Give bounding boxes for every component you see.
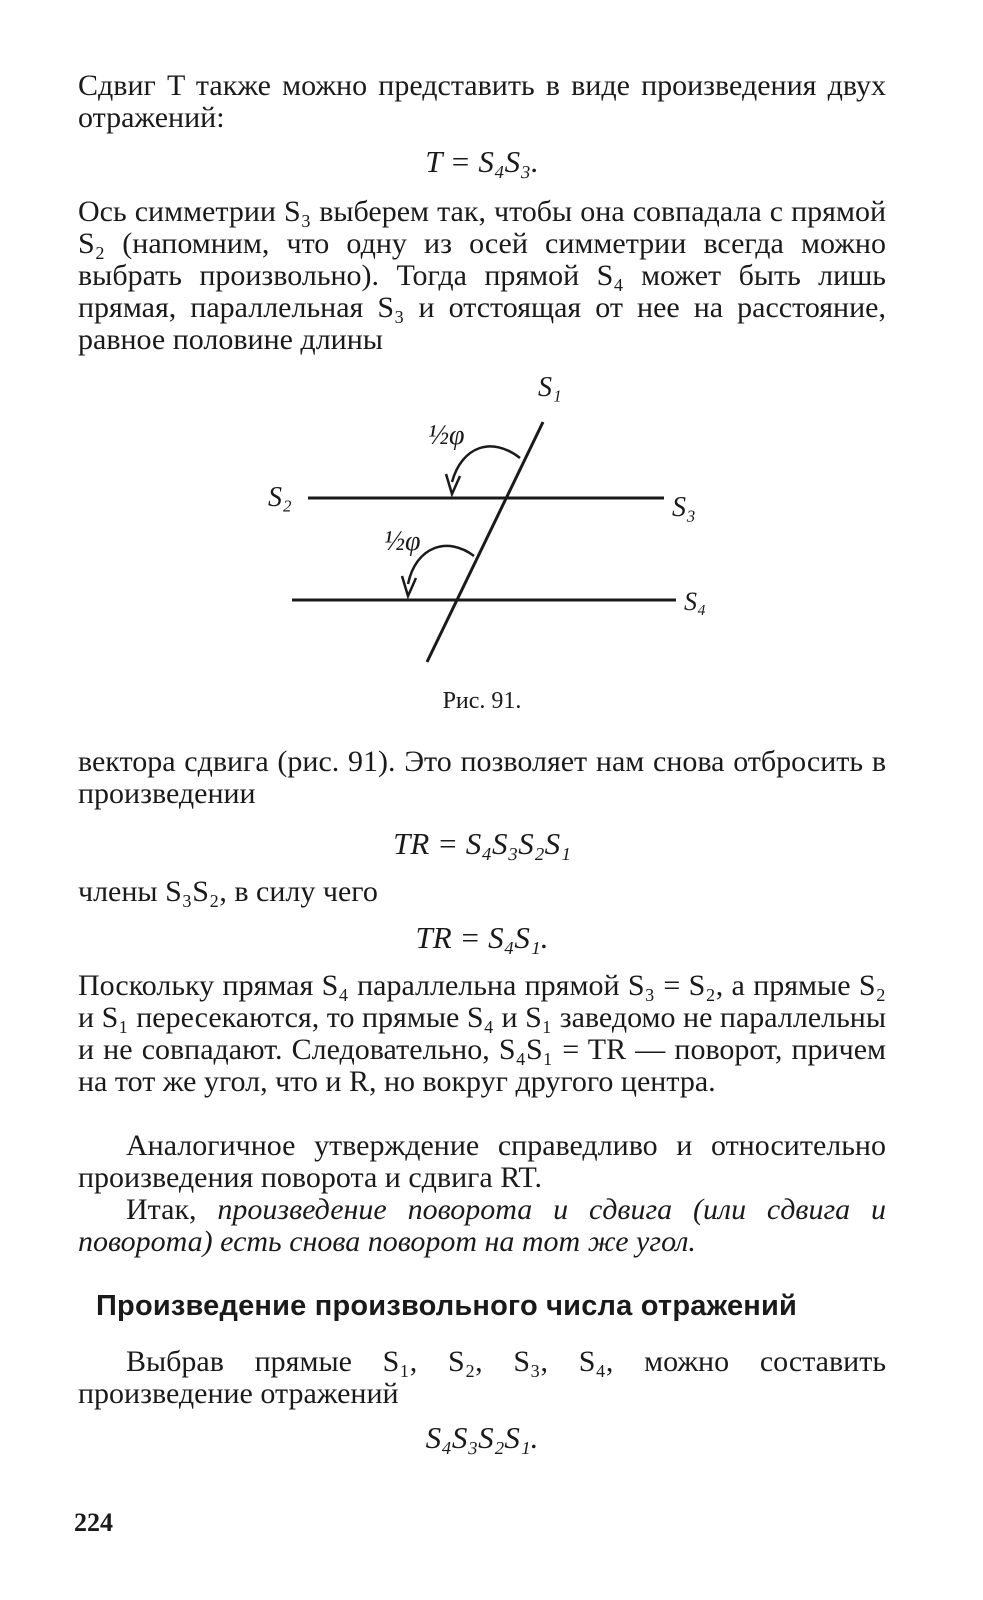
- paragraph-since-parallel: Поскольку прямая S₄ параллельна прямой S₃ = S₂, а прямые S₂ и S₁ пересекаются, то прямые S₄ и S₁ заведомо не параллельны и не совпадают. Следовательно, S₄S₁ = TR — поворот, причем на тот же угол, что и R, но вокруг другого центра.: [78, 969, 886, 1098]
- label-s1: S₁: [538, 372, 562, 403]
- conclusion-italic: произведение поворота и сдвига (или сдвига и поворота) есть снова поворот на тот же угол.: [78, 1193, 886, 1258]
- figure-91: [0, 360, 983, 680]
- page-number: 224: [74, 1508, 113, 1537]
- paragraph-terms: члены S₃S₂, в силу чего: [78, 875, 378, 908]
- paragraph-conclusion: [78, 1194, 886, 1258]
- formula-tr-s4s3s2s1: TR = S₄S₃S₂S₁: [393, 826, 571, 861]
- formula-s4s3s2s1: S₄S₃S₂S₁.: [425, 1420, 539, 1455]
- label-s2: S₂: [268, 482, 292, 513]
- paragraph-analogous: Аналогичное утверждение справедливо и относительно произведения поворота и сдвига RT.: [78, 1129, 886, 1194]
- line-s1: [427, 422, 543, 662]
- paragraph-shift-vector: вектора сдвига (рис. 91). Это позволяет нам снова отбросить в произведении: [78, 745, 886, 810]
- label-s4: S₄: [684, 587, 707, 616]
- paragraph-choose-lines: Выбрав прямые S₁, S₂, S₃, S₄, можно составить произведение отражений: [78, 1345, 886, 1410]
- paragraph-symmetry-axis: Ось симметрии S₃ выберем так, чтобы она совпадала с прямой S₂ (напомним, что одну из осей симметрии всегда можно выбрать произвольно). Тогда прямой S₄ может быть лишь прямая, параллельная S₃ и отстоящая от нее на расстояние, равное половине длины: [78, 195, 886, 356]
- formula-tr-s4s1: TR = S₄S₁.: [415, 920, 549, 955]
- formula-t-s4s3: T = S₄S₃.: [425, 144, 539, 179]
- paragraph-shift-intro: Сдвиг T также можно представить в виде произведения двух отражений:: [78, 69, 886, 134]
- arc-top: [452, 446, 520, 482]
- conclusion-lead: Итак,: [126, 1193, 218, 1226]
- figure-caption: Рис. 91.: [442, 688, 522, 714]
- section-heading: Произведение произвольного числа отражений: [96, 1290, 798, 1322]
- label-s3: S₃: [672, 492, 696, 523]
- label-angle-bottom: ½φ: [384, 526, 421, 557]
- label-angle-top: ½φ: [428, 420, 465, 451]
